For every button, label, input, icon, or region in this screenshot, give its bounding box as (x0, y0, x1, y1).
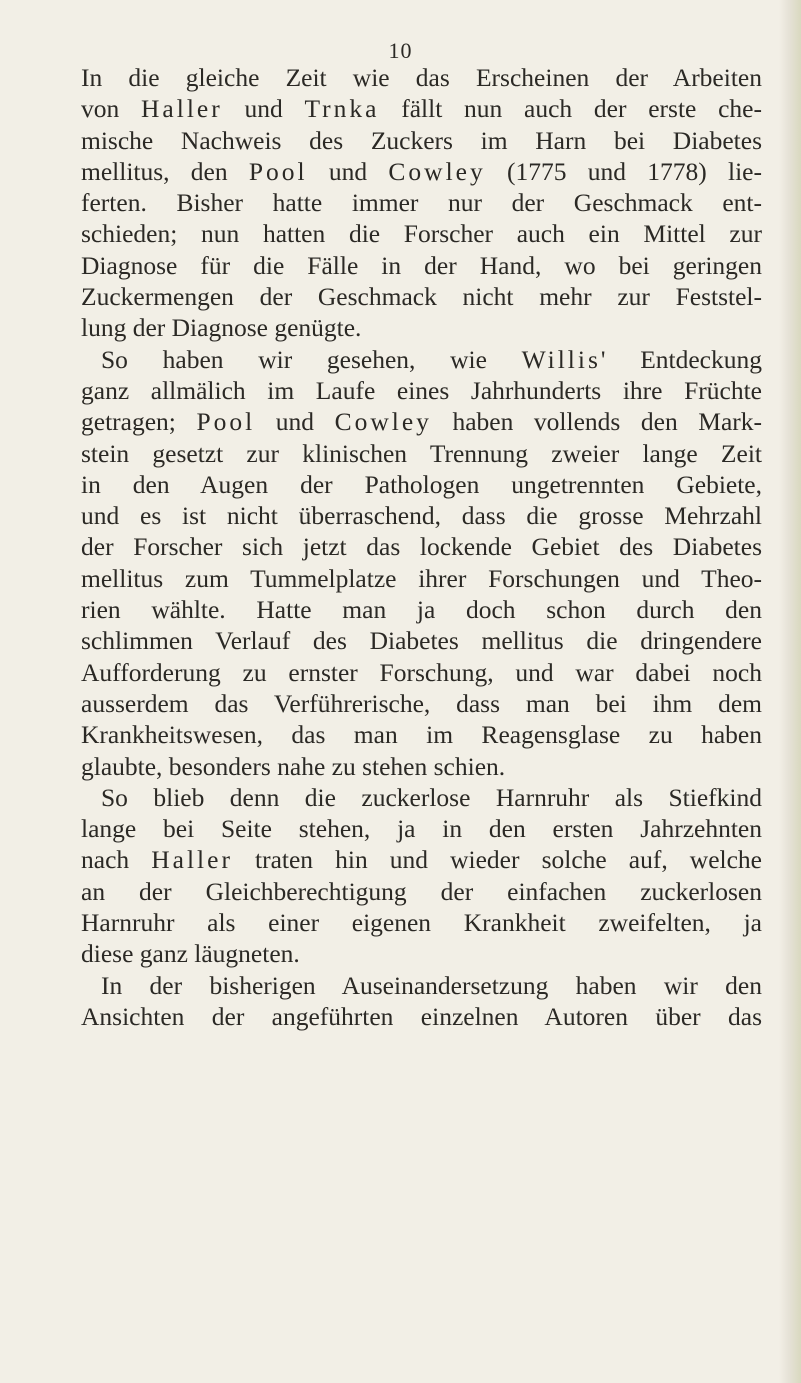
text-line: ganz allmälich im Laufe eines Jahrhunderts ihre Früchte (81, 375, 762, 405)
page-number: 10 (388, 38, 413, 63)
author-name: Trnka (304, 94, 380, 124)
text-line: schieden; nun hatten die Forscher auch ein Mittel zur (81, 219, 762, 249)
text-line: lung der Diagnose genügte. (81, 313, 362, 343)
author-name: Cowley (334, 407, 432, 437)
text-line: So haben wir gesehen, wie Willis' Entdeckung (101, 344, 762, 374)
author-name: Pool (196, 407, 256, 437)
text-line: In der bisherigen Auseinandersetzung haben wir den (101, 970, 762, 1000)
text-line: mellitus, den Pool und Cowley (1775 und 1778) lie- (81, 156, 762, 186)
text-line: Harnruhr als einer eigenen Krankheit zweifelten, ja (81, 908, 762, 938)
body-text (81, 62, 762, 1032)
author-name: Cowley (388, 156, 486, 186)
text-line: von Haller und Trnka fällt nun auch der erste che- (81, 94, 762, 124)
text-line: Aufforderung zu ernster Forschung, und war dabei noch (81, 657, 762, 687)
author-name: Willis (521, 344, 601, 374)
text-line: getragen; Pool und Cowley haben vollends den Mark- (81, 407, 763, 437)
text-line: Zuckermengen der Geschmack nicht mehr zur Feststel- (81, 282, 762, 312)
text-line: mische Nachweis des Zuckers im Harn bei Diabetes (81, 125, 762, 155)
author-name: Pool (248, 156, 308, 186)
author-name: Haller (151, 845, 233, 875)
text-line: nach Haller traten hin und wieder solche auf, welche (81, 845, 763, 875)
text-line: in den Augen der Pathologen ungetrennten Gebiete, (81, 469, 762, 499)
text-line: glaubte, besonders nahe zu stehen schien. (81, 751, 506, 781)
author-name: Haller (141, 94, 223, 124)
text-line: ausserdem das Verführerische, dass man bei ihm dem (81, 688, 762, 718)
text-line: stein gesetzt zur klinischen Trennung zweier lange Zeit (81, 438, 762, 468)
page-edge (779, 0, 801, 1383)
text-line: und es ist nicht überraschend, dass die grosse Mehrzahl (81, 501, 762, 531)
text-line: rien wählte. Hatte man ja doch schon durch den (81, 595, 762, 625)
text-line: Krankheitswesen, das man im Reagensglase zu haben (81, 720, 762, 750)
text-line: schlimmen Verlauf des Diabetes mellitus die dringendere (81, 626, 762, 656)
text-line: Ansichten der angeführten einzelnen Autoren über das (81, 1001, 762, 1031)
text-line: Diagnose für die Fälle in der Hand, wo bei geringen (81, 250, 762, 280)
text-line: In die gleiche Zeit wie das Erscheinen der Arbeiten (81, 63, 762, 92)
text-line: diese ganz läugneten. (81, 939, 300, 969)
text-line: der Forscher sich jetzt das lockende Gebiet des Diabetes (81, 532, 762, 562)
text-line: an der Gleichberechtigung der einfachen zuckerlosen (81, 876, 762, 906)
text-line: ferten. Bisher hatte immer nur der Geschmack ent- (81, 188, 762, 218)
text-line: mellitus zum Tummelplatze ihrer Forschungen und Theo- (81, 563, 762, 593)
text-line: So blieb denn die zuckerlose Harnruhr als Stiefkind (101, 782, 762, 812)
text-line: lange bei Seite stehen, ja in den ersten Jahrzehnten (81, 814, 762, 844)
